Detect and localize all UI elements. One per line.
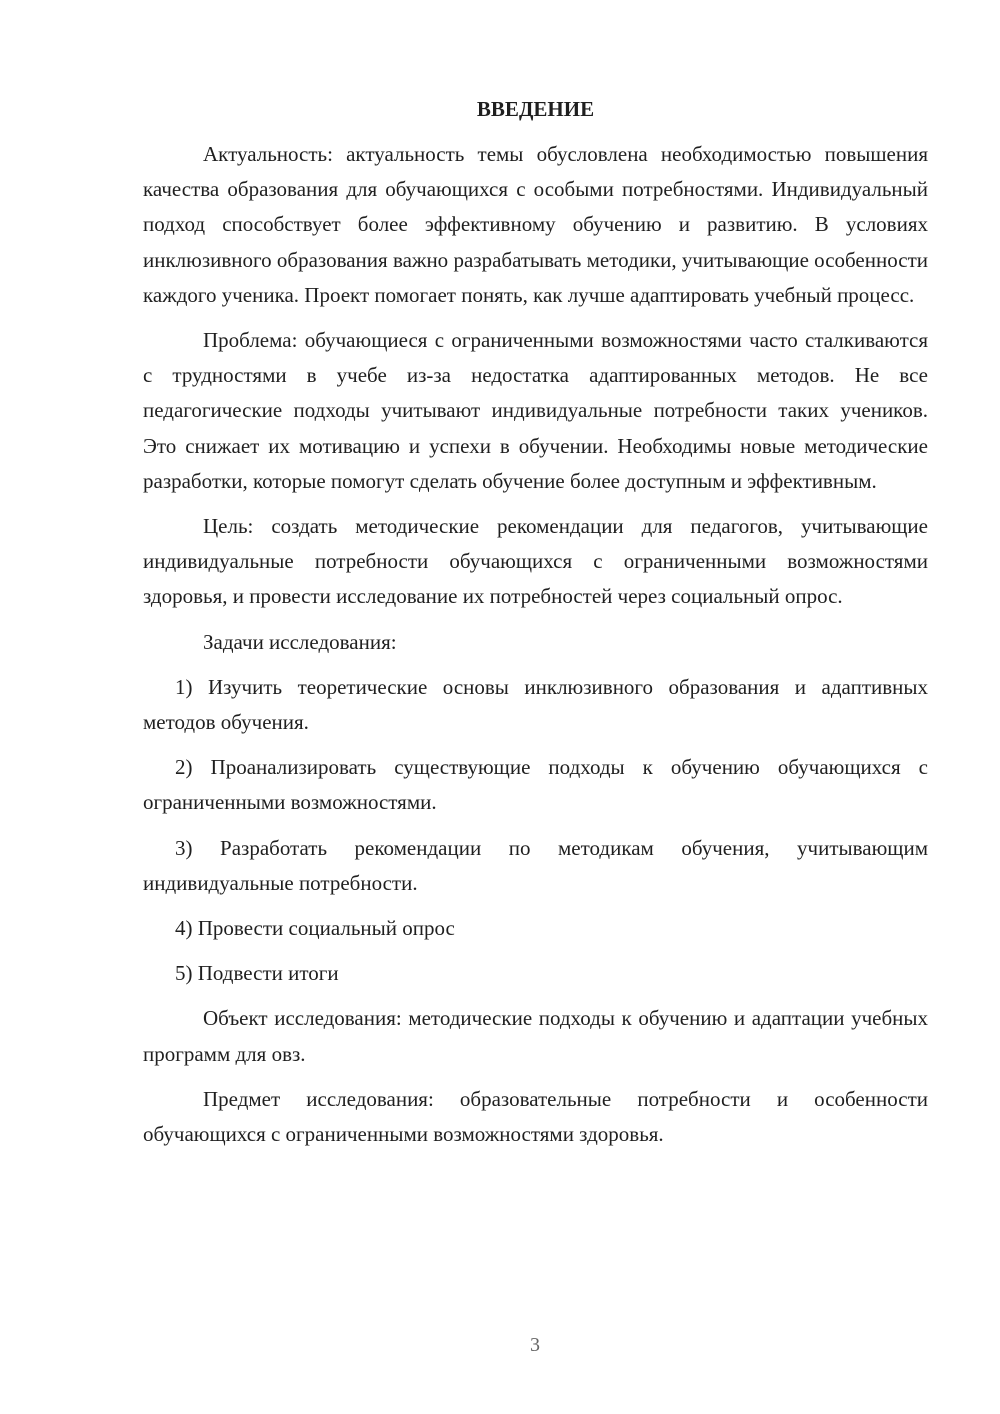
document-page bbox=[143, 92, 928, 1152]
task-item: 3) Разработать рекомендации по методикам обучения, учитывающим индивидуальные потребности. bbox=[143, 835, 928, 895]
section-title: ВВЕДЕНИЕ bbox=[476, 97, 595, 121]
page-number: 3 bbox=[530, 1334, 540, 1356]
goal-paragraph: Цель: создать методические рекомендации для педагогов, учитывающие индивидуальные потребности обучающихся с ограниченными возможностями здоровья, и провести исследование их потребностей через социальный опрос. bbox=[143, 514, 928, 609]
task-item: 5) Подвести итоги bbox=[175, 961, 339, 986]
task-item: 4) Провести социальный опрос bbox=[175, 916, 455, 941]
task-item: 2) Проанализировать существующие подходы к обучению обучающихся с ограниченными возможностями. bbox=[143, 755, 928, 815]
object-paragraph: Объект исследования: методические подходы к обучению и адаптации учебных программ для овз. bbox=[143, 1006, 928, 1066]
problem-paragraph: Проблема: обучающиеся с ограниченными возможностями часто сталкиваются с трудностями в учебе из-за недостатка адаптированных методов. Не все педагогические подходы учитывают индивидуальные потребности таких учеников. Это снижает их мотивацию и успехи в обучении. Необходимы новые методические разработки, которые помогут сделать обучение более доступным и эффективным. bbox=[143, 328, 928, 493]
subject-paragraph: Предмет исследования: образовательные потребности и особенности обучающихся с ограниченными возможностями здоровья. bbox=[143, 1086, 928, 1147]
relevance-paragraph: Актуальность: актуальность темы обусловлена необходимостью повышения качества образования для обучающихся с особыми потребностями. Индивидуальный подход способствует более эффективному обучению и развитию. В условиях инклюзивного образования важно разрабатывать методики, учитывающие особенности каждого ученика. Проект помогает понять, как лучше адаптировать учебный процесс. bbox=[143, 142, 928, 307]
tasks-heading: Задачи исследования: bbox=[203, 629, 397, 654]
task-item: 1) Изучить теоретические основы инклюзивного образования и адаптивных методов обучения. bbox=[143, 674, 928, 735]
